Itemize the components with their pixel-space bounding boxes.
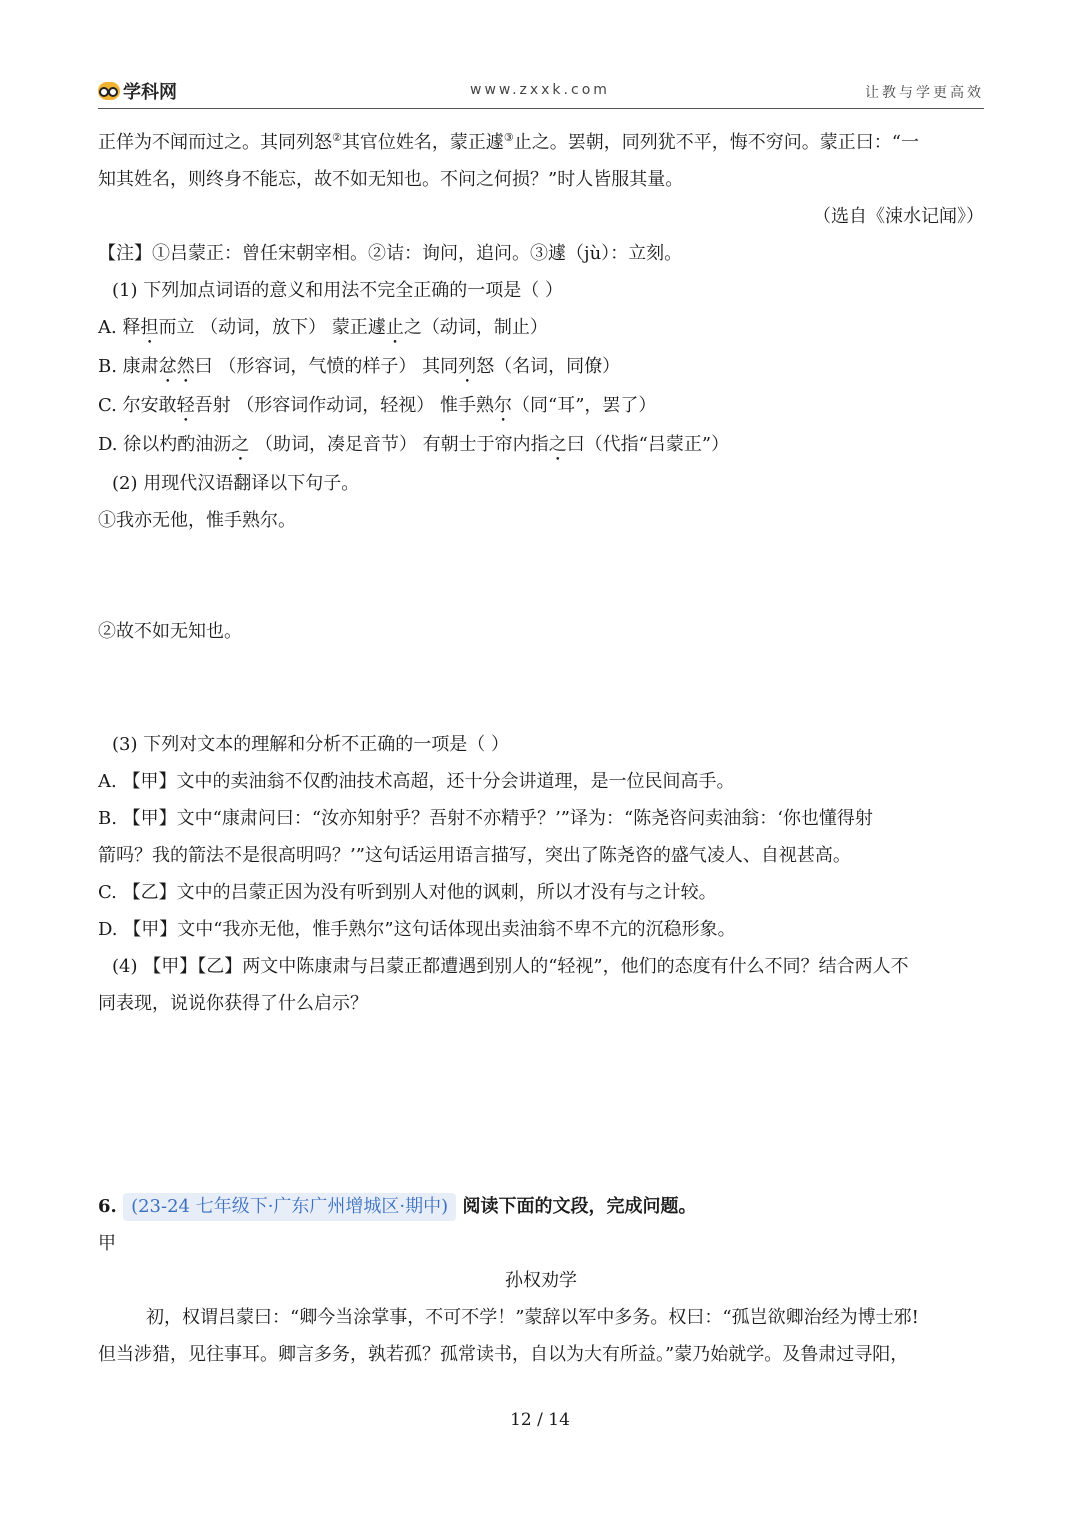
question-3-option-c: C. 【乙】文中的吕蒙正因为没有听到别人对他的讽刺，所以才没有与之计较。 <box>98 882 717 903</box>
question-2-sentence-1: ①我亦无他，惟手熟尔。 <box>98 510 296 531</box>
question-2-sentence-2: ②故不如无知也。 <box>98 621 242 642</box>
logo <box>98 78 177 104</box>
question-4-stem-cont: 同表现，说说你获得了什么启示？ <box>98 993 368 1014</box>
question-6-header: 6. (23-24 七年级下·广东广州增城区·期中) 阅读下面的文段，完成问题。 <box>98 1188 984 1225</box>
question-source-tag: (23-24 七年级下·广东广州增城区·期中) <box>123 1193 456 1221</box>
question-1-option-b: B. 康肃忿然曰 （形容词，气愤的样子） 其同列怒（名词，同僚） <box>98 356 621 377</box>
passage-source: （选自《涑水记闻》） <box>813 206 984 227</box>
page-header <box>98 74 984 109</box>
question-1-option-a: A. 释担而立 （动词，放下） 蒙正遽止之（动词，制止） <box>98 317 548 338</box>
passage-paragraph: 初，权谓吕蒙曰：“卿今当涂掌事，不可不学！”蒙辞以军中多务。权曰：“孤岂欲卿治经为博士邪! <box>146 1307 919 1328</box>
passage-line: 正佯为不闻而过之。其同列怒②其官位姓名，蒙正遽③止之。罢朝，同列犹不平，悔不穷问。蒙正曰：“一 <box>98 131 919 153</box>
answer-space <box>98 650 984 726</box>
passage-title: 孙权劝学 <box>505 1270 577 1291</box>
slogan: 让教与学更高效 <box>865 85 984 101</box>
question-4-stem: (4) 【甲】【乙】两文中陈康肃与吕蒙正都遭遇到别人的“轻视”，他们的态度有什么不同？结合两人不 <box>112 956 909 977</box>
passage-label: 甲 <box>98 1233 116 1254</box>
passage-paragraph-cont: 但当涉猎，见往事耳。卿言多务，孰若孤？孤常读书，自以为大有所益。”蒙乃始就学。及鲁肃过寻阳， <box>98 1344 909 1365</box>
logo-text: 学科网 <box>123 82 177 103</box>
question-1-option-d: D. 徐以杓酌油沥之 （助词，凑足音节） 有朝士于帘内指之曰（代指“吕蒙正”） <box>98 434 730 455</box>
question-3-option-b: B. 【甲】文中“康肃问曰：“汝亦知射乎？吾射不亦精乎？’”译为：“陈尧咨问卖油翁：‘你也懂得射 <box>98 808 873 829</box>
question-3-stem: (3) 下列对文本的理解和分析不正确的一项是（ ） <box>112 734 509 755</box>
page-number: 12 / 14 <box>510 1410 570 1430</box>
owl-logo-icon <box>98 82 120 100</box>
question-3-option-b-cont: 箭吗？我的箭法不是很高明吗？’”这句话运用语言描写，突出了陈尧咨的盛气凌人、自视甚高。 <box>98 845 851 866</box>
question-1-stem: (1) 下列加点词语的意义和用法不完全正确的一项是（ ） <box>112 280 563 301</box>
site-url: www.zxxk.com <box>470 82 610 98</box>
answer-space <box>98 539 984 613</box>
question-3-option-d: D. 【甲】文中“我亦无他，惟手熟尔”这句话体现出卖油翁不卑不亢的沉稳形象。 <box>98 919 736 940</box>
question-2-stem: (2) 用现代汉语翻译以下句子。 <box>112 473 360 494</box>
document-body <box>98 124 984 1373</box>
answer-space <box>98 1022 984 1188</box>
annotation-note: 【注】①吕蒙正：曾任宋朝宰相。②诘：询问，追问。③遽（jù）：立刻。 <box>98 243 683 264</box>
question-1-option-c: C. 尔安敢轻吾射 （形容词作动词，轻视） 惟手熟尔（同“耳”，罢了） <box>98 395 657 416</box>
passage-line: 知其姓名，则终身不能忘，故不如无知也。不问之何损？”时人皆服其量。 <box>98 169 684 190</box>
question-3-option-a: A. 【甲】文中的卖油翁不仅酌油技术高超，还十分会讲道理，是一位民间高手。 <box>98 771 735 792</box>
